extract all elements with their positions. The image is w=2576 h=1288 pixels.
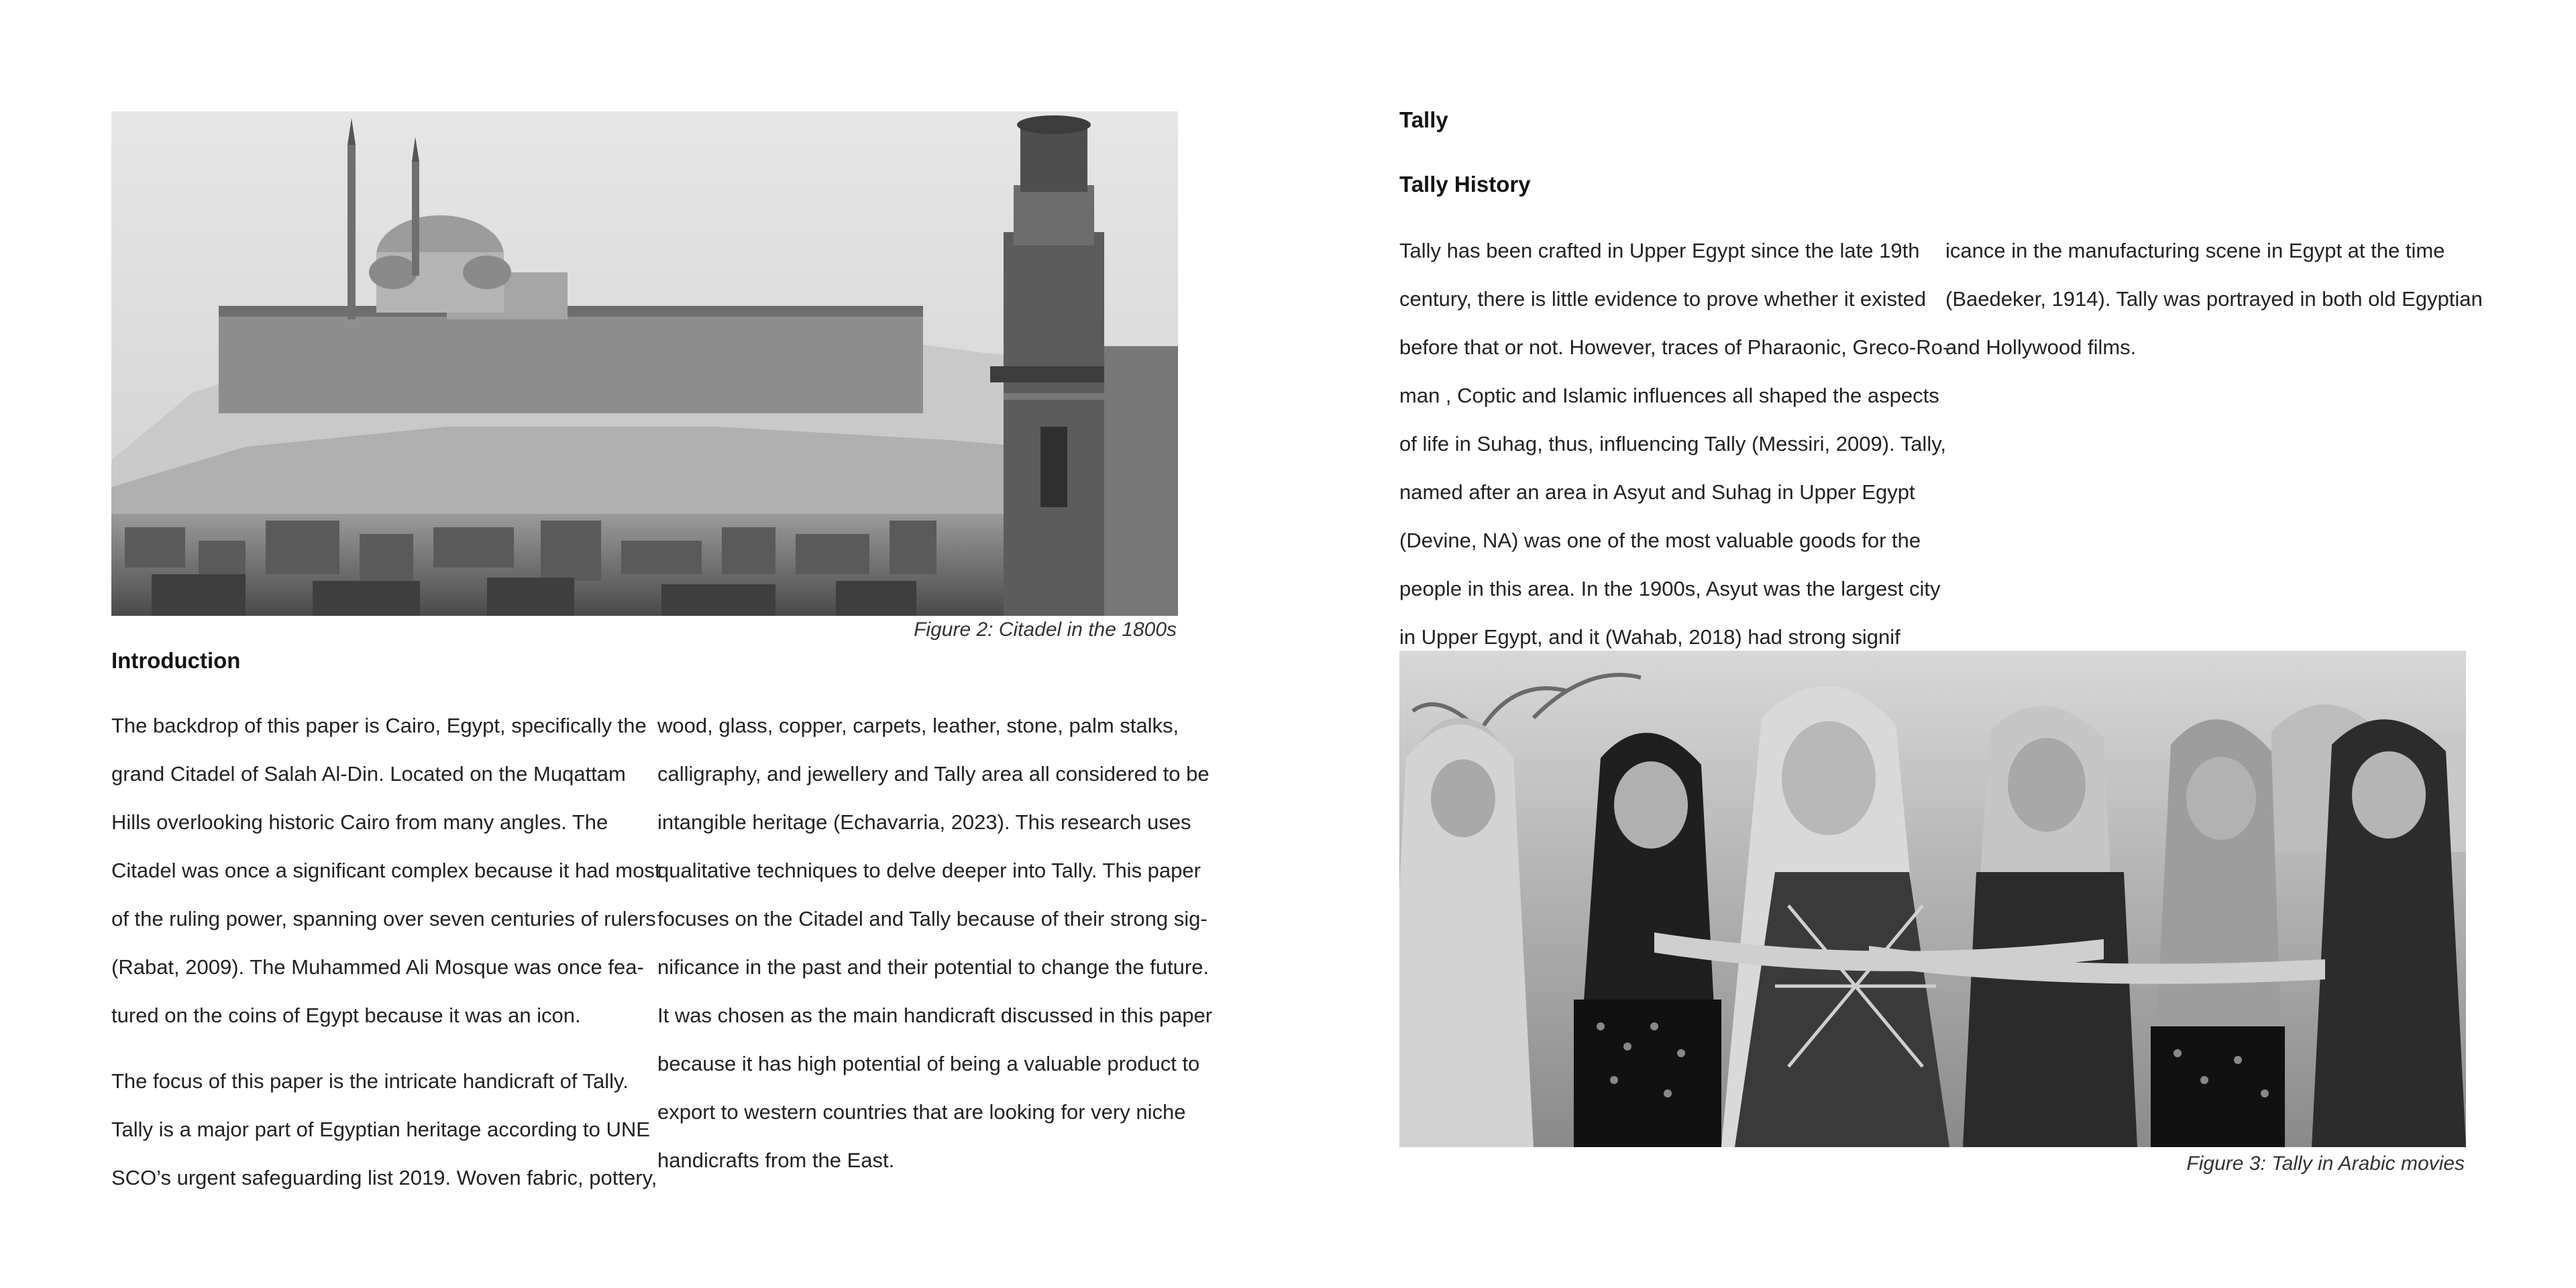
text-column-2: [1945, 227, 2482, 372]
text-line: (Devine, NA) was one of the most valuable goods for the: [1399, 529, 1921, 552]
text-line: qualitative techniques to delve deeper into Tally. This paper: [657, 859, 1201, 882]
text-line: people in this area. In the 1900s, Asyut was the largest city: [1399, 577, 1941, 600]
paragraph: [111, 1057, 657, 1202]
citadel-photo: [111, 111, 1178, 616]
text-line: wood, glass, copper, carpets, leather, stone, palm stalks,: [657, 714, 1179, 737]
text-line: Tally has been crafted in Upper Egypt since the late 19th: [1399, 239, 1920, 262]
text-line: The backdrop of this paper is Cairo, Egypt, specifically the: [111, 714, 647, 737]
paragraph: [657, 702, 1213, 1185]
text-line: named after an area in Asyut and Suhag in Upper Egypt: [1399, 480, 1915, 504]
text-line: icance in the manufacturing scene in Egypt at the time: [1945, 239, 2445, 262]
text-line: It was chosen as the main handicraft discussed in this paper: [657, 1004, 1213, 1027]
paragraph: [1399, 227, 1950, 661]
text-line: export to western countries that are looking for very niche: [657, 1100, 1186, 1124]
text-line: because it has high potential of being a valuable product to: [657, 1052, 1200, 1075]
text-line: focuses on the Citadel and Tally because of their strong sig-: [657, 907, 1208, 930]
section-heading: Introduction: [111, 648, 241, 673]
text-column-1: [111, 702, 661, 1202]
text-line: man , Coptic and Islamic influences all shaped the aspects: [1399, 384, 1939, 407]
text-line: Tally is a major part of Egyptian heritage according to UNE: [111, 1118, 650, 1141]
text-line: The focus of this paper is the intricate handicraft of Tally.: [111, 1069, 629, 1093]
text-column-1: [1399, 227, 1950, 661]
figure-caption: Figure 2: Citadel in the 1800s: [914, 619, 1177, 641]
text-line: tured on the coins of Egypt because it was an icon.: [111, 1004, 581, 1027]
tally-film-illustration: [1399, 651, 2466, 1147]
text-line: Citadel was once a significant complex because it had most: [111, 859, 661, 882]
text-column-2: [657, 702, 1213, 1185]
page-title: Tally: [1399, 107, 1448, 132]
text-line: before that or not. However, traces of Pharaonic, Greco-Ro-: [1399, 335, 1950, 359]
text-line: grand Citadel of Salah Al-Din. Located on the Muqattam: [111, 762, 626, 786]
text-line: and Hollywood films.: [1945, 335, 2137, 359]
paragraph: [1945, 227, 2482, 372]
paragraph-gap: [111, 1040, 648, 1057]
text-line: of the ruling power, spanning over seven centuries of rulers: [111, 907, 656, 930]
text-line: of life in Suhag, thus, influencing Tally (Messiri, 2009). Tally,: [1399, 432, 1947, 455]
text-line: in Upper Egypt, and it (Wahab, 2018) had strong signif: [1399, 625, 1900, 649]
tally-film-photo: [1399, 651, 2466, 1147]
text-line: handicrafts from the East.: [657, 1148, 895, 1172]
text-line: calligraphy, and jewellery and Tally area all considered to be: [657, 762, 1210, 786]
text-line: intangible heritage (Echavarria, 2023). This research uses: [657, 810, 1191, 834]
figure-caption: Figure 3: Tally in Arabic movies: [2186, 1152, 2465, 1175]
section-heading: Tally History: [1399, 172, 1531, 197]
text-line: (Rabat, 2009). The Muhammed Ali Mosque was once fea-: [111, 955, 644, 979]
citadel-illustration: [111, 111, 1178, 616]
text-line: nificance in the past and their potential to change the future.: [657, 955, 1210, 979]
paragraph: [111, 702, 661, 1040]
text-line: (Baedeker, 1914). Tally was portrayed in both old Egyptian: [1945, 287, 2483, 311]
text-line: Hills overlooking historic Cairo from many angles. The: [111, 810, 608, 834]
right-page: [1288, 0, 2576, 1288]
text-line: century, there is little evidence to prove whether it existed: [1399, 287, 1927, 311]
text-line: SCO’s urgent safeguarding list 2019. Woven fabric, pottery,: [111, 1166, 657, 1189]
